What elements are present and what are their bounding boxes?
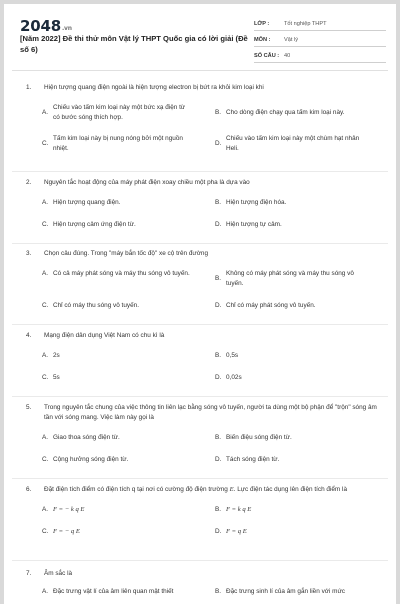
option-d[interactable]: D. Chiếu vào tấm kim loại này một chùm hạt nhân Heli. (215, 135, 360, 152)
question-divider (12, 478, 388, 479)
meta-subject-row (254, 34, 386, 47)
question-text: Mạng điện dân dụng Việt Nam có chu kì là (44, 332, 165, 339)
meta-subject-value: Vật lý (284, 37, 298, 43)
option-c[interactable]: C. Tấm kim loại này bị nung nóng bởi một nguồn nhiệt. (42, 135, 183, 152)
meta-count-value: 40 (284, 53, 291, 59)
option-b[interactable]: B. Đặc trưng sinh lí của âm gắn liền với mức (215, 588, 345, 596)
option-d[interactable]: D. Hiện tượng tự cảm. (215, 221, 282, 229)
answer-options (42, 347, 382, 387)
meta-class-value: Tốt nghiệp THPT (284, 21, 327, 27)
question-number: 5. (26, 404, 32, 411)
answer-options (42, 501, 382, 541)
option-a[interactable]: A. 2s (42, 352, 60, 360)
meta-subject-label: MÔN : (254, 37, 271, 43)
option-c[interactable]: C. F = − q E (42, 527, 192, 537)
meta-count-label: SỐ CÂU : (254, 53, 280, 59)
meta-class-row (254, 18, 386, 31)
formula-a: F = − k q E (53, 506, 85, 514)
question-5 (26, 403, 382, 469)
option-a[interactable]: A. Giao thoa sóng điện từ. (42, 434, 120, 442)
exam-page (4, 4, 396, 604)
option-c[interactable]: C. Chỉ có máy thu sóng vô tuyến. (42, 302, 139, 310)
field-symbol: E (229, 486, 234, 493)
option-d[interactable]: D. Tách sóng điện từ. (215, 456, 280, 464)
formula-c: F = − q E (53, 528, 80, 536)
question-number: 3. (26, 250, 32, 257)
option-d[interactable]: D. 0,02s (215, 374, 242, 382)
option-b[interactable]: B. F = k q E (215, 505, 365, 515)
option-d[interactable]: D. Chỉ có máy phát sóng vô tuyến. (215, 302, 316, 310)
option-c[interactable]: C. Hiện tượng cảm ứng điện từ. (42, 221, 136, 229)
logo-text: 2048 (20, 17, 61, 35)
question-divider (12, 171, 388, 172)
answer-options (42, 585, 382, 604)
question-number: 2. (26, 179, 32, 186)
option-c[interactable]: C. 5s (42, 374, 60, 382)
formula-d: F = q E (226, 528, 247, 536)
question-4 (26, 331, 382, 387)
question-1 (26, 83, 382, 155)
option-a[interactable]: A. Chiếu vào tấm kim loại này một bức xạ điện từ có bước sóng thích hợp. (42, 104, 186, 121)
site-logo[interactable] (20, 17, 72, 35)
question-text: Âm sắc là (44, 570, 73, 577)
meta-count-row (254, 50, 386, 63)
question-6 (26, 485, 382, 541)
option-a[interactable]: A. Hiện tượng quang điện. (42, 199, 121, 207)
question-number: 4. (26, 332, 32, 339)
meta-class-label: LỚP : (254, 21, 270, 27)
answer-options (42, 429, 382, 469)
answer-options (42, 194, 382, 234)
question-text: Chọn câu đúng. Trong "máy bắn tốc độ" xe cộ trên đường (44, 250, 208, 257)
question-text: Hiện tượng quang điện ngoài là hiện tượng electron bị bứt ra khỏi kim loại khi (44, 84, 264, 91)
option-c[interactable]: C. Cộng hưởng sóng điện từ. (42, 456, 129, 464)
option-a[interactable]: A. Đặc trưng vật lí của âm liên quan mật thiết (42, 588, 174, 596)
exam-meta (254, 18, 386, 66)
question-divider (12, 396, 388, 397)
option-a[interactable]: A. F = − k q E (42, 505, 192, 515)
question-divider (12, 560, 388, 561)
question-number: 1. (26, 84, 32, 91)
option-b[interactable]: B. 0,5s (215, 352, 239, 360)
answer-options (42, 265, 382, 321)
question-text: Nguyên tắc hoạt động của máy phát điện xoay chiều một pha là dựa vào (44, 179, 250, 186)
question-text: Trong nguyên tắc chung của việc thông tin liên lạc bằng sóng vô tuyến, người ta dùng một bộ phận để "trộn" sóng âm tần với sóng mang. Việc làm này gọi là (44, 404, 377, 421)
question-number: 7. (26, 570, 32, 577)
question-text: Đặt điện tích điểm có điện tích q tại nơi có cường độ điện trường E. Lực điện tác dụng lên điện tích điểm là (44, 486, 347, 493)
question-2 (26, 178, 382, 234)
option-b[interactable]: B. Biến điệu sóng điện từ. (215, 434, 292, 442)
header-divider (12, 70, 388, 71)
option-b[interactable]: B. Không có máy phát sóng và máy thu sóng vô tuyến. (215, 270, 354, 287)
exam-title: [Năm 2022] Đề thi thử môn Vật lý THPT Quốc gia có lời giải (Đề số 6) (20, 34, 248, 54)
question-divider (12, 243, 388, 244)
option-d[interactable]: D. F = q E (215, 527, 365, 537)
formula-b: F = k q E (226, 506, 252, 514)
exam-header (4, 4, 396, 66)
answer-options (42, 99, 382, 155)
question-7 (26, 569, 382, 604)
logo-suffix: .vn (61, 25, 72, 32)
question-number: 6. (26, 486, 32, 493)
question-divider (12, 324, 388, 325)
option-b[interactable]: B. Hiện tượng điện hóa. (215, 199, 287, 207)
question-3 (26, 249, 382, 321)
option-a[interactable]: A. Có cả máy phát sóng và máy thu sóng vô tuyến. (42, 270, 190, 278)
option-b[interactable]: B. Cho dòng điện chạy qua tấm kim loại này. (215, 109, 345, 117)
